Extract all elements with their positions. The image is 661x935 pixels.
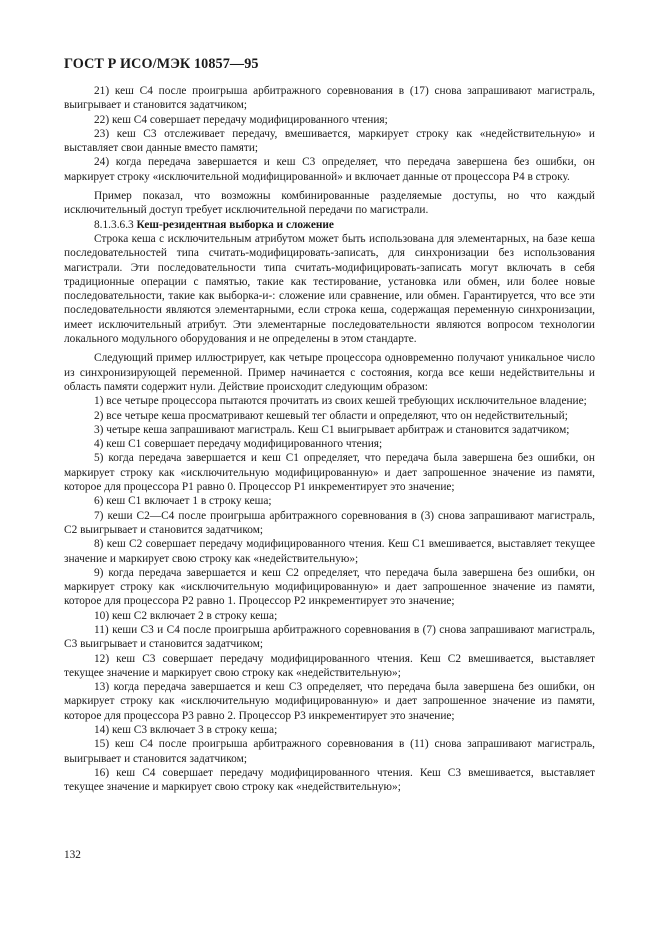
paragraph: 24) когда передача завершается и кеш С3 определяет, что передача завершена без ошибки, он маркирует строку «исключительной модифицированной» и включает данные от процессора Р4 в строку. [64, 156, 595, 183]
list-item: 12) кеш С3 совершает передачу модифицированного чтения. Кеш С2 вмешивается, выставляет текущее значение и маркирует свою строку как «недействительную»; [64, 652, 595, 679]
list-item: 11) кеши С3 и С4 после проигрыша арбитражного соревнования в (7) снова запрашивают магистраль, С3 выигрывает и становится задатчиком; [64, 623, 595, 651]
list-item: 4) кеш С1 совершает передачу модифицированного чтения; [94, 438, 383, 451]
section-heading [64, 218, 595, 232]
list-item: 6) кеш С1 включает 1 в строку кеша; [94, 495, 272, 508]
paragraph: 21) кеш С4 после проигрыша арбитражного соревнования в (17) снова запрашивают магистраль, выигрывает и становится задатчиком; [64, 85, 595, 112]
section-title: Кеш-резидентная выборка и сложение [136, 218, 334, 231]
list-item: 9) когда передача завершается и кеш С2 определяет, что передача была завершена без ошибки, он маркирует строку как «исключительную модифицированную» и дает запрошенное значение из памяти, которое для процессора Р2 равно 1. Процессор Р2 инкрементирует это значение; [64, 566, 595, 608]
list-item: 13) когда передача завершается и кеш С3 определяет, что передача была завершена без ошибки, он маркирует строку как «исключительную модифицированную» и дает запрошенное значение из памяти, которое для процессора Р3 равно 2. Процессор Р3 инкрементирует это значение; [64, 681, 595, 722]
list-item: 16) кеш С4 совершает передачу модифицированного чтения. Кеш С3 вмешивается, выставляет текущее значение и маркирует свою строку как «недействительную»; [64, 766, 595, 794]
body-text [64, 84, 595, 795]
list-item: 10) кеш С2 включает 2 в строку кеша; [94, 609, 278, 622]
paragraph: 23) кеш С3 отслеживает передачу, вмешивается, маркирует строку как «недействительную» и выставляет свои данные вместо памяти; [64, 127, 595, 155]
list-item: 7) кеши С2—С4 после проигрыша арбитражного соревнования в (3) снова запрашивают магистраль, С2 выигрывает и становится задатчиком; [64, 509, 595, 536]
list-item: 8) кеш С2 совершает передачу модифицированного чтения. Кеш С1 вмешивается, выставляет текущее значение и маркирует свою строку как «недействительную»; [64, 538, 595, 565]
section-number: 8.1.3.6.3 [94, 218, 134, 231]
paragraph: Строка кеша с исключительным атрибутом может быть использована для элементарных, на базе кеша последовательностей типа считать-модифицировать-записать, для синхронизации без использования магистрали. Эти последовательности типа считать-модифицировать-записать могут включать в себя традиционные операции с памятью, такие как тестирование, установка или обмен, или более новые последовательности, такие как выборка-и-: сложение или сравнение, или обмен. Гарантируется, что все эти последовательности являются элементарными, если строка кеша, содержащая переменную синхронизации, имеет исключительный атрибут. Эти элементарные последовательности являются вопросом технологии локального модульного оборудования и не определены в этом стандарте. [64, 232, 595, 346]
paragraph: Следующий пример иллюстрирует, как четыре процессора одновременно получают уникальное число из синхронизирующей переменной. Пример начинается с состояния, когда все кеши недействительны и область памяти содержит нули. Действие происходит следующим образом: [64, 352, 595, 393]
paragraph: Пример показал, что возможны комбинированные разделяемые доступы, но что каждый исключительный доступ требует исключительной передачи по магистрали. [64, 190, 595, 217]
page-header: ГОСТ Р ИСО/МЭК 10857—95 [64, 56, 259, 72]
list-item: 3) четыре кеша запрашивают магистраль. Кеш С1 выигрывает арбитраж и становится задатчиком; [94, 423, 570, 436]
paragraph: 22) кеш С4 совершает передачу модифицированного чтения; [94, 113, 388, 126]
page-number: 132 [64, 849, 81, 861]
list-item: 15) кеш С4 после проигрыша арбитражного соревнования в (11) снова запрашивают магистраль, выигрывает и становится задатчиком; [64, 738, 595, 765]
list-item: 5) когда передача завершается и кеш С1 определяет, что передача была завершена без ошибки, он маркирует строку как «исключительную модифицированную» и дает запрошенное значение из памяти, которое для процессора Р1 равно 0. Процессор Р1 инкрементирует это значение; [64, 452, 595, 494]
list-item: 2) все четыре кеша просматривают кешевый тег области и определяют, что он недействительный; [94, 409, 568, 422]
list-item: 14) кеш С3 включает 3 в строку кеша; [94, 724, 278, 737]
list-item: 1) все четыре процессора пытаются прочитать из своих кешей требующих исключительное владение; [94, 395, 587, 408]
